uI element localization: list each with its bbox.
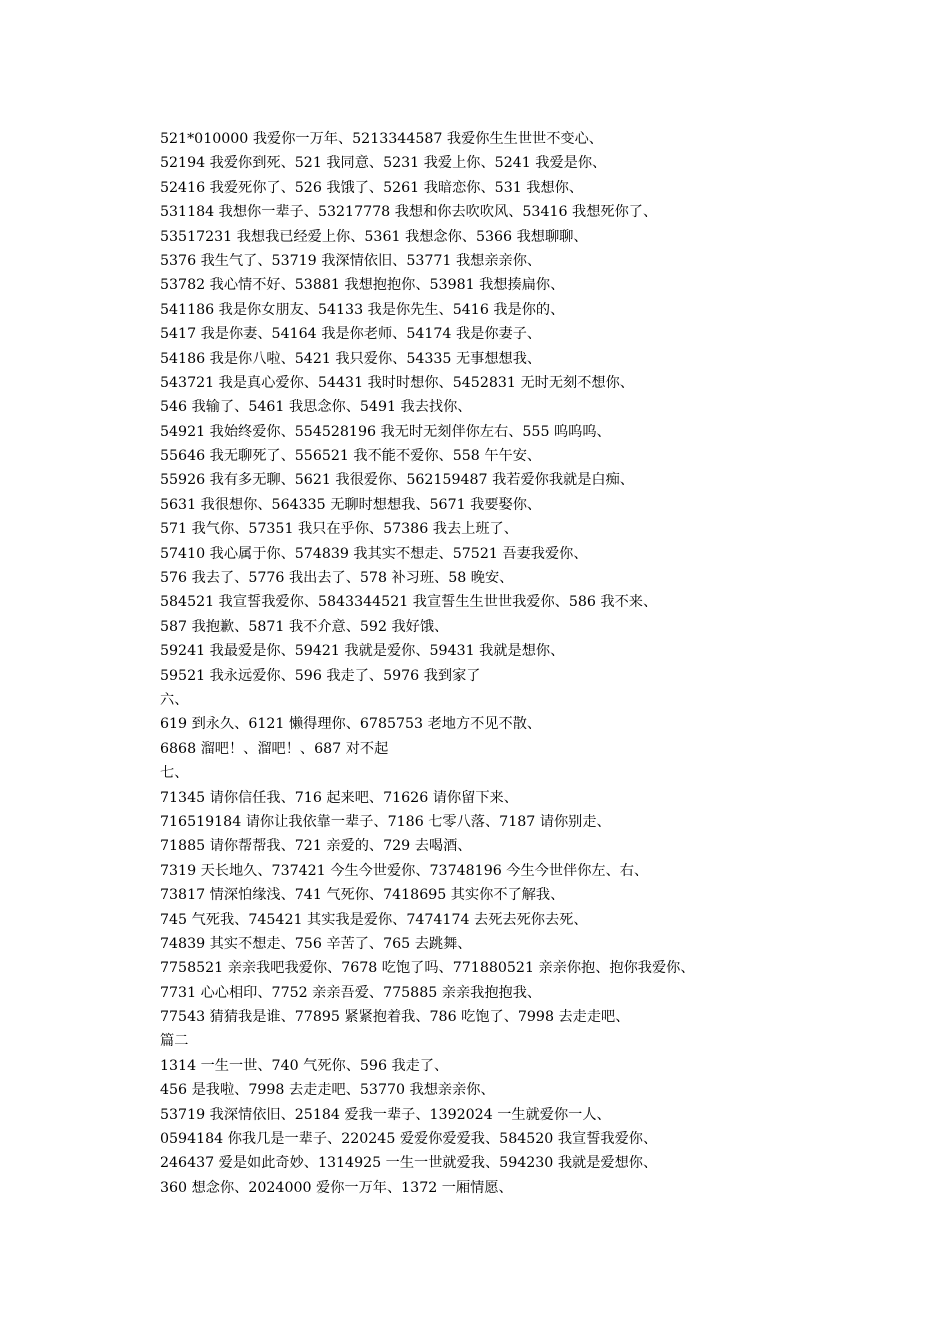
text-line: 53517231 我想我已经爱上你、5361 我想念你、5366 我想聊聊、 — [160, 228, 588, 245]
text-line: 546 我输了、5461 我思念你、5491 我去找你、 — [160, 399, 472, 416]
text-line: 53719 我深情依旧、25184 爱我一辈子、1392024 一生就爱你一人、 — [160, 1106, 611, 1123]
text-line: 73817 情深怕缘浅、741 气死你、7418695 其实你不了解我、 — [160, 887, 565, 904]
text-line: 531184 我想你一辈子、53217778 我想和你去吹吹风、53416 我想死你了、 — [160, 204, 658, 221]
text-line: 57410 我心属于你、574839 我其实不想走、57521 吾妻我爱你、 — [160, 545, 588, 562]
text-line: 541186 我是你女朋友、54133 我是你先生、5416 我是你的、 — [160, 301, 565, 318]
text-line: 55926 我有多无聊、5621 我很爱你、562159487 我若爱你我就是白痴、 — [160, 472, 634, 489]
text-line: 54921 我始终爱你、554528196 我无时无刻伴你左右、555 呜呜呜、 — [160, 423, 611, 440]
section-heading: 六、 — [160, 691, 189, 708]
text-line: 360 想念你、2024000 爱你一万年、1372 一厢情愿、 — [160, 1179, 513, 1196]
text-line: 59521 我永远爱你、596 我走了、5976 我到家了 — [160, 667, 481, 684]
text-line: 619 到永久、6121 懒得理你、6785753 老地方不见不散、 — [160, 716, 542, 733]
text-line: 716519184 请你让我依靠一辈子、7186 七零八落、7187 请你别走、 — [160, 813, 611, 830]
text-line: 571 我气你、57351 我只在乎你、57386 我去上班了、 — [160, 521, 518, 538]
text-line: 5376 我生气了、53719 我深情依旧、53771 我想亲亲你、 — [160, 252, 542, 269]
text-line: 543721 我是真心爱你、54431 我时时想你、5452831 无时无刻不想你、 — [160, 374, 634, 391]
text-line: 52194 我爱你到死、521 我同意、5231 我爱上你、5241 我爱是你、 — [160, 155, 607, 172]
text-line: 54186 我是你八啦、5421 我只爱你、54335 无事想想我、 — [160, 350, 542, 367]
text-line: 6868 溜吧！、溜吧！、687 对不起 — [160, 740, 389, 757]
text-line: 55646 我无聊死了、556521 我不能不爱你、558 午午安、 — [160, 448, 542, 465]
text-line: 1314 一生一世、740 气死你、596 我走了、 — [160, 1057, 449, 1074]
text-line: 584521 我宣誓我爱你、5843344521 我宣誓生生世世我爱你、586 我不来、 — [160, 594, 658, 611]
text-line: 7731 心心相印、7752 亲亲吾爱、775885 亲亲我抱抱我、 — [160, 984, 542, 1001]
text-line: 521*010000 我爱你一万年、5213344587 我爱你生生世世不变心、 — [160, 131, 603, 147]
text-line: 745 气死我、745421 其实我是爱你、7474174 去死去死你去死、 — [160, 911, 588, 928]
text-line: 52416 我爱死你了、526 我饿了、5261 我暗恋你、531 我想你、 — [160, 179, 584, 196]
text-line: 5417 我是你妻、54164 我是你老师、54174 我是你妻子、 — [160, 326, 542, 343]
text-line: 59241 我最爱是你、59421 我就是爱你、59431 我就是想你、 — [160, 643, 565, 660]
text-line: 74839 其实不想走、756 辛苦了、765 去跳舞、 — [160, 935, 472, 952]
text-line: 5631 我很想你、564335 无聊时想想我、5671 我要娶你、 — [160, 496, 542, 513]
text-line: 71345 请你信任我、716 起来吧、71626 请你留下来、 — [160, 789, 518, 806]
text-line: 246437 爱是如此奇妙、1314925 一生一世就爱我、594230 我就是爱想你、 — [160, 1155, 658, 1172]
text-line: 7319 天长地久、737421 今生今世爱你、73748196 今生今世伴你左、右、 — [160, 862, 649, 879]
text-line: 587 我抱歉、5871 我不介意、592 我好饿、 — [160, 618, 449, 635]
document-body — [160, 127, 880, 1200]
text-line: 456 是我啦、7998 去走走吧、53770 我想亲亲你、 — [160, 1082, 495, 1099]
text-line: 576 我去了、5776 我出去了、578 补习班、58 晚安、 — [160, 570, 514, 587]
section-heading: 七、 — [160, 765, 189, 782]
text-line: 71885 请你帮帮我、721 亲爱的、729 去喝酒、 — [160, 838, 472, 855]
text-line: 0594184 你我几是一辈子、220245 爱爱你爱爱我、584520 我宣誓我爱你、 — [160, 1131, 658, 1148]
text-line: 77543 猜猜我是谁、77895 紧紧抱着我、786 吃饱了、7998 去走走吧、 — [160, 1009, 630, 1026]
text-line: 53782 我心情不好、53881 我想抱抱你、53981 我想揍扁你、 — [160, 277, 565, 294]
section-heading: 篇二 — [160, 1033, 189, 1050]
text-line: 7758521 亲亲我吧我爱你、7678 吃饱了吗、771880521 亲亲你抱、抱你我爱你、 — [160, 960, 695, 977]
